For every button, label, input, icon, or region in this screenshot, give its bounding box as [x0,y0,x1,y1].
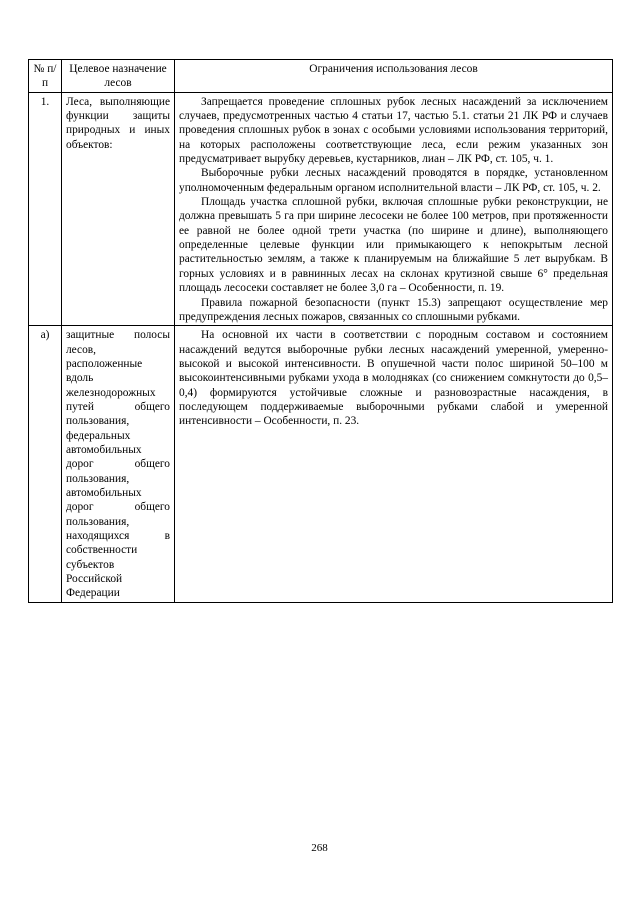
table-header-row [29,60,613,93]
row-purpose: Леса, выполняющие функции защиты природных и иных объектов: [62,92,175,326]
table-row [29,92,613,326]
restrictions-table [28,59,613,603]
restriction-paragraph: Площадь участка сплошной рубки, включая сплошные рубки реконструкции, не должна превышать 5 га при ширине лесосеки не более 100 метров, при протяженности ее равной не более одной трети участка (по ширине и длине), выполняющего определенные целевые функции или примыкающего к непокрытым лесной растительностью землям, а также к планируемым на ближайшие 5 лет вырубкам. В горных условиях и в равнинных лесах на склонах крутизной свыше 6° предельная площадь лесосеки составляет не более 3,0 га – Особенности, п. 19. [179,196,608,295]
restriction-paragraph: Запрещается проведение сплошных рубок лесных насаждений за исключением случаев, предусмотренных частью 4 статьи 17, частью 5.1. статьи 21 ЛК РФ и случаев проведения сплошных рубок в зонах с особыми условиями использования территорий, на которых расположены соответствующие леса, если режим указанных зон предусматривает вырубку деревьев, кустарников, лиан – ЛК РФ, ст. 105, ч. 1. [179,95,608,166]
row-number: а) [29,326,62,603]
row-number: 1. [29,92,62,326]
restriction-paragraph: Правила пожарной безопасности (пункт 15.3) запрещают осуществление мер предупреждения лесных пожаров, связанных со сплошными рубками. [179,296,608,323]
row-purpose: защитные полосы лесов, расположенные вдоль железнодорожных путей общего пользования, федеральных автомобильных дорог общего пользования, автомобильных дорог общего пользования, находящихся в собственности субъектов Российской Федерации [62,326,175,603]
row-restrictions [175,92,613,326]
restriction-paragraph: Выборочные рубки лесных насаждений проводятся в порядке, установленном уполномоченным федеральным органом исполнительной власти – ЛК РФ, ст. 105, ч. 2. [179,167,608,194]
header-restrictions: Ограничения использования лесов [175,60,613,93]
restriction-paragraph: На основной их части в соответствии с породным составом и состоянием насаждений ведутся выборочные рубки лесных насаждений умеренной, умеренно-высокой и высокой интенсивности. В опушечной части полос шириной 50–100 м высокоинтенсивными рубками ухода в молодняках (со снижением сомкнутости до 0,5–0,4) формируются устойчивые сложные и разновозрастные насаждения, в последующем поддерживаемые выборочными рубками слабой и умеренной интенсивности – Особенности, п. 23. [179,329,608,428]
page-number: 268 [311,842,328,854]
header-purpose: Целевое назначение лесов [62,60,175,93]
table-row [29,326,613,603]
header-number: № п/п [29,60,62,93]
row-restrictions [175,326,613,603]
